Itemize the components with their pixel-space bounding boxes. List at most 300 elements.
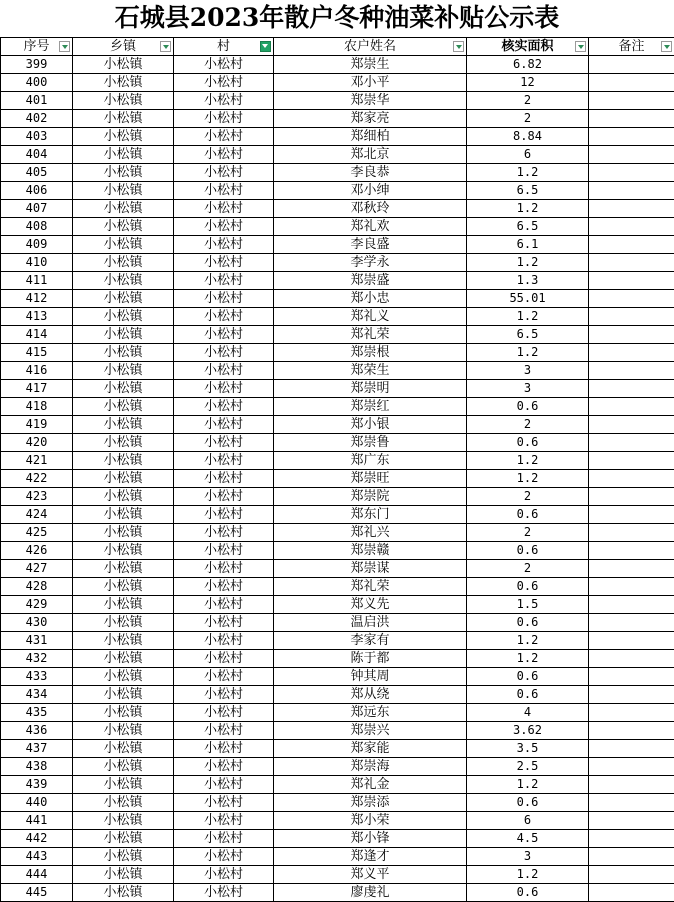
cell-area[interactable]: 1.2 xyxy=(467,200,589,218)
cell-note[interactable] xyxy=(589,668,674,686)
cell-note[interactable] xyxy=(589,776,674,794)
cell-village[interactable]: 小松村 xyxy=(174,758,274,776)
cell-town[interactable]: 小松镇 xyxy=(73,164,174,182)
cell-name[interactable]: 郑礼兴 xyxy=(274,524,467,542)
cell-town[interactable]: 小松镇 xyxy=(73,92,174,110)
cell-name[interactable]: 郑小忠 xyxy=(274,290,467,308)
cell-note[interactable] xyxy=(589,218,674,236)
cell-village[interactable]: 小松村 xyxy=(174,596,274,614)
cell-town[interactable]: 小松镇 xyxy=(73,596,174,614)
cell-area[interactable]: 6 xyxy=(467,146,589,164)
cell-town[interactable]: 小松镇 xyxy=(73,362,174,380)
cell-village[interactable]: 小松村 xyxy=(174,128,274,146)
cell-note[interactable] xyxy=(589,236,674,254)
cell-village[interactable]: 小松村 xyxy=(174,326,274,344)
cell-village[interactable]: 小松村 xyxy=(174,236,274,254)
cell-village[interactable]: 小松村 xyxy=(174,632,274,650)
cell-area[interactable]: 3 xyxy=(467,380,589,398)
filter-active-icon[interactable] xyxy=(260,41,271,52)
cell-area[interactable]: 3.5 xyxy=(467,740,589,758)
cell-name[interactable]: 郑崇红 xyxy=(274,398,467,416)
cell-seq[interactable]: 433 xyxy=(1,668,73,686)
cell-area[interactable]: 2 xyxy=(467,110,589,128)
cell-seq[interactable]: 427 xyxy=(1,560,73,578)
cell-name[interactable]: 邓小绅 xyxy=(274,182,467,200)
cell-name[interactable]: 郑小锋 xyxy=(274,830,467,848)
cell-village[interactable]: 小松村 xyxy=(174,542,274,560)
cell-name[interactable]: 郑崇华 xyxy=(274,92,467,110)
cell-seq[interactable]: 439 xyxy=(1,776,73,794)
cell-name[interactable]: 邓小平 xyxy=(274,74,467,92)
cell-seq[interactable]: 421 xyxy=(1,452,73,470)
cell-area[interactable]: 2 xyxy=(467,488,589,506)
cell-seq[interactable]: 426 xyxy=(1,542,73,560)
cell-name[interactable]: 廖虔礼 xyxy=(274,884,467,902)
cell-seq[interactable]: 411 xyxy=(1,272,73,290)
cell-area[interactable]: 6.82 xyxy=(467,56,589,74)
cell-town[interactable]: 小松镇 xyxy=(73,200,174,218)
cell-name[interactable]: 郑广东 xyxy=(274,452,467,470)
cell-town[interactable]: 小松镇 xyxy=(73,380,174,398)
cell-town[interactable]: 小松镇 xyxy=(73,488,174,506)
cell-town[interactable]: 小松镇 xyxy=(73,416,174,434)
cell-name[interactable]: 郑礼荣 xyxy=(274,578,467,596)
cell-note[interactable] xyxy=(589,542,674,560)
cell-note[interactable] xyxy=(589,110,674,128)
cell-note[interactable] xyxy=(589,866,674,884)
cell-name[interactable]: 郑礼金 xyxy=(274,776,467,794)
cell-name[interactable]: 郑家能 xyxy=(274,740,467,758)
cell-seq[interactable]: 431 xyxy=(1,632,73,650)
table-row xyxy=(1,686,674,704)
cell-seq[interactable]: 425 xyxy=(1,524,73,542)
cell-village[interactable]: 小松村 xyxy=(174,182,274,200)
cell-area[interactable]: 1.2 xyxy=(467,254,589,272)
filter-dropdown-icon[interactable] xyxy=(160,41,171,52)
cell-name[interactable]: 郑崇明 xyxy=(274,380,467,398)
cell-town[interactable]: 小松镇 xyxy=(73,290,174,308)
cell-note[interactable] xyxy=(589,740,674,758)
cell-town[interactable]: 小松镇 xyxy=(73,578,174,596)
cell-village[interactable]: 小松村 xyxy=(174,398,274,416)
cell-seq[interactable]: 415 xyxy=(1,344,73,362)
cell-name[interactable]: 郑义平 xyxy=(274,866,467,884)
cell-area[interactable]: 0.6 xyxy=(467,884,589,902)
cell-seq[interactable]: 441 xyxy=(1,812,73,830)
cell-area[interactable]: 6 xyxy=(467,812,589,830)
cell-town[interactable]: 小松镇 xyxy=(73,146,174,164)
table-row xyxy=(1,812,674,830)
cell-note[interactable] xyxy=(589,182,674,200)
table-row xyxy=(1,704,674,722)
cell-village[interactable]: 小松村 xyxy=(174,794,274,812)
cell-note[interactable] xyxy=(589,380,674,398)
cell-note[interactable] xyxy=(589,92,674,110)
cell-town[interactable]: 小松镇 xyxy=(73,848,174,866)
cell-note[interactable] xyxy=(589,200,674,218)
cell-name[interactable]: 李良恭 xyxy=(274,164,467,182)
cell-town[interactable]: 小松镇 xyxy=(73,758,174,776)
cell-note[interactable] xyxy=(589,56,674,74)
cell-seq[interactable]: 435 xyxy=(1,704,73,722)
cell-village[interactable]: 小松村 xyxy=(174,812,274,830)
cell-village[interactable]: 小松村 xyxy=(174,92,274,110)
cell-note[interactable] xyxy=(589,290,674,308)
cell-village[interactable]: 小松村 xyxy=(174,110,274,128)
cell-area[interactable]: 6.1 xyxy=(467,236,589,254)
cell-town[interactable]: 小松镇 xyxy=(73,272,174,290)
cell-town[interactable]: 小松镇 xyxy=(73,218,174,236)
cell-village[interactable]: 小松村 xyxy=(174,434,274,452)
cell-name[interactable]: 郑义先 xyxy=(274,596,467,614)
cell-town[interactable]: 小松镇 xyxy=(73,506,174,524)
cell-village[interactable]: 小松村 xyxy=(174,776,274,794)
cell-note[interactable] xyxy=(589,146,674,164)
cell-note[interactable] xyxy=(589,812,674,830)
cell-name[interactable]: 郑礼义 xyxy=(274,308,467,326)
cell-town[interactable]: 小松镇 xyxy=(73,632,174,650)
cell-village[interactable]: 小松村 xyxy=(174,74,274,92)
cell-name[interactable]: 郑家亮 xyxy=(274,110,467,128)
cell-note[interactable] xyxy=(589,758,674,776)
cell-town[interactable]: 小松镇 xyxy=(73,110,174,128)
cell-town[interactable]: 小松镇 xyxy=(73,74,174,92)
cell-town[interactable]: 小松镇 xyxy=(73,776,174,794)
cell-town[interactable]: 小松镇 xyxy=(73,542,174,560)
cell-note[interactable] xyxy=(589,164,674,182)
cell-area[interactable]: 0.6 xyxy=(467,794,589,812)
cell-seq[interactable]: 418 xyxy=(1,398,73,416)
cell-town[interactable]: 小松镇 xyxy=(73,884,174,902)
cell-name[interactable]: 钟其周 xyxy=(274,668,467,686)
header-village xyxy=(174,38,274,56)
subsidy-table xyxy=(0,37,674,902)
cell-village[interactable]: 小松村 xyxy=(174,290,274,308)
cell-note[interactable] xyxy=(589,308,674,326)
cell-area[interactable]: 1.2 xyxy=(467,452,589,470)
cell-note[interactable] xyxy=(589,578,674,596)
cell-note[interactable] xyxy=(589,632,674,650)
cell-note[interactable] xyxy=(589,560,674,578)
table-row xyxy=(1,578,674,596)
cell-area[interactable]: 0.6 xyxy=(467,398,589,416)
cell-name[interactable]: 邓秋玲 xyxy=(274,200,467,218)
cell-note[interactable] xyxy=(589,326,674,344)
cell-village[interactable]: 小松村 xyxy=(174,560,274,578)
cell-name[interactable]: 郑细柏 xyxy=(274,128,467,146)
cell-village[interactable]: 小松村 xyxy=(174,380,274,398)
cell-name[interactable]: 郑逢才 xyxy=(274,848,467,866)
cell-name[interactable]: 李良盛 xyxy=(274,236,467,254)
cell-area[interactable]: 6.5 xyxy=(467,218,589,236)
cell-village[interactable]: 小松村 xyxy=(174,524,274,542)
cell-name[interactable]: 郑崇海 xyxy=(274,758,467,776)
cell-seq[interactable]: 410 xyxy=(1,254,73,272)
cell-village[interactable]: 小松村 xyxy=(174,578,274,596)
cell-village[interactable]: 小松村 xyxy=(174,848,274,866)
cell-town[interactable]: 小松镇 xyxy=(73,668,174,686)
cell-seq[interactable]: 405 xyxy=(1,164,73,182)
filter-dropdown-icon[interactable] xyxy=(661,41,672,52)
cell-village[interactable]: 小松村 xyxy=(174,254,274,272)
cell-town[interactable]: 小松镇 xyxy=(73,434,174,452)
cell-area[interactable]: 1.2 xyxy=(467,866,589,884)
cell-name[interactable]: 郑礼荣 xyxy=(274,326,467,344)
cell-area[interactable]: 1.2 xyxy=(467,776,589,794)
cell-village[interactable]: 小松村 xyxy=(174,704,274,722)
cell-town[interactable]: 小松镇 xyxy=(73,830,174,848)
cell-note[interactable] xyxy=(589,452,674,470)
cell-area[interactable]: 0.6 xyxy=(467,614,589,632)
table-row xyxy=(1,542,674,560)
cell-name[interactable]: 郑小银 xyxy=(274,416,467,434)
cell-note[interactable] xyxy=(589,686,674,704)
cell-area[interactable]: 8.84 xyxy=(467,128,589,146)
cell-name[interactable]: 李学永 xyxy=(274,254,467,272)
cell-note[interactable] xyxy=(589,344,674,362)
cell-note[interactable] xyxy=(589,398,674,416)
cell-seq[interactable]: 442 xyxy=(1,830,73,848)
filter-dropdown-icon[interactable] xyxy=(453,41,464,52)
cell-town[interactable]: 小松镇 xyxy=(73,524,174,542)
cell-seq[interactable]: 424 xyxy=(1,506,73,524)
cell-area[interactable]: 1.2 xyxy=(467,650,589,668)
cell-area[interactable]: 1.2 xyxy=(467,164,589,182)
table-row xyxy=(1,740,674,758)
cell-area[interactable]: 0.6 xyxy=(467,668,589,686)
cell-note[interactable] xyxy=(589,362,674,380)
cell-note[interactable] xyxy=(589,614,674,632)
cell-village[interactable]: 小松村 xyxy=(174,452,274,470)
cell-name[interactable]: 郑北京 xyxy=(274,146,467,164)
cell-area[interactable]: 12 xyxy=(467,74,589,92)
cell-village[interactable]: 小松村 xyxy=(174,722,274,740)
cell-seq[interactable]: 430 xyxy=(1,614,73,632)
table-row xyxy=(1,110,674,128)
table-row xyxy=(1,470,674,488)
cell-name[interactable]: 郑崇生 xyxy=(274,56,467,74)
cell-name[interactable]: 陈于都 xyxy=(274,650,467,668)
cell-town[interactable]: 小松镇 xyxy=(73,56,174,74)
cell-name[interactable]: 郑礼欢 xyxy=(274,218,467,236)
cell-village[interactable]: 小松村 xyxy=(174,362,274,380)
cell-seq[interactable]: 416 xyxy=(1,362,73,380)
cell-village[interactable]: 小松村 xyxy=(174,506,274,524)
cell-seq[interactable]: 409 xyxy=(1,236,73,254)
cell-seq[interactable]: 432 xyxy=(1,650,73,668)
cell-note[interactable] xyxy=(589,722,674,740)
cell-name[interactable]: 郑崇鲁 xyxy=(274,434,467,452)
filter-dropdown-icon[interactable] xyxy=(59,41,70,52)
cell-note[interactable] xyxy=(589,848,674,866)
cell-town[interactable]: 小松镇 xyxy=(73,182,174,200)
cell-seq[interactable]: 440 xyxy=(1,794,73,812)
cell-area[interactable]: 2.5 xyxy=(467,758,589,776)
cell-seq[interactable]: 413 xyxy=(1,308,73,326)
cell-town[interactable]: 小松镇 xyxy=(73,470,174,488)
table-row xyxy=(1,776,674,794)
cell-area[interactable]: 6.5 xyxy=(467,182,589,200)
cell-village[interactable]: 小松村 xyxy=(174,740,274,758)
cell-seq[interactable]: 417 xyxy=(1,380,73,398)
cell-note[interactable] xyxy=(589,704,674,722)
cell-name[interactable]: 郑远东 xyxy=(274,704,467,722)
cell-area[interactable]: 0.6 xyxy=(467,542,589,560)
cell-area[interactable]: 2 xyxy=(467,416,589,434)
cell-area[interactable]: 3 xyxy=(467,848,589,866)
header-seq xyxy=(1,38,73,56)
cell-area[interactable]: 1.3 xyxy=(467,272,589,290)
cell-area[interactable]: 2 xyxy=(467,524,589,542)
cell-area[interactable]: 1.2 xyxy=(467,308,589,326)
cell-seq[interactable]: 419 xyxy=(1,416,73,434)
cell-area[interactable]: 1.2 xyxy=(467,344,589,362)
cell-town[interactable]: 小松镇 xyxy=(73,398,174,416)
cell-name[interactable]: 郑从绕 xyxy=(274,686,467,704)
cell-village[interactable]: 小松村 xyxy=(174,830,274,848)
cell-area[interactable]: 0.6 xyxy=(467,506,589,524)
cell-seq[interactable]: 437 xyxy=(1,740,73,758)
cell-note[interactable] xyxy=(589,128,674,146)
cell-seq[interactable]: 399 xyxy=(1,56,73,74)
cell-seq[interactable]: 422 xyxy=(1,470,73,488)
cell-seq[interactable]: 434 xyxy=(1,686,73,704)
cell-village[interactable]: 小松村 xyxy=(174,866,274,884)
cell-name[interactable]: 郑东门 xyxy=(274,506,467,524)
cell-town[interactable]: 小松镇 xyxy=(73,740,174,758)
cell-village[interactable]: 小松村 xyxy=(174,488,274,506)
cell-village[interactable]: 小松村 xyxy=(174,668,274,686)
cell-name[interactable]: 郑崇赣 xyxy=(274,542,467,560)
cell-note[interactable] xyxy=(589,434,674,452)
cell-area[interactable]: 0.6 xyxy=(467,686,589,704)
cell-area[interactable]: 2 xyxy=(467,560,589,578)
cell-name[interactable]: 郑崇旺 xyxy=(274,470,467,488)
cell-village[interactable]: 小松村 xyxy=(174,614,274,632)
cell-village[interactable]: 小松村 xyxy=(174,272,274,290)
cell-area[interactable]: 0.6 xyxy=(467,434,589,452)
cell-town[interactable]: 小松镇 xyxy=(73,344,174,362)
cell-area[interactable]: 3.62 xyxy=(467,722,589,740)
cell-name[interactable]: 郑崇盛 xyxy=(274,272,467,290)
cell-area[interactable]: 0.6 xyxy=(467,578,589,596)
cell-seq[interactable]: 403 xyxy=(1,128,73,146)
cell-town[interactable]: 小松镇 xyxy=(73,236,174,254)
cell-village[interactable]: 小松村 xyxy=(174,416,274,434)
cell-name[interactable]: 郑崇根 xyxy=(274,344,467,362)
cell-seq[interactable]: 407 xyxy=(1,200,73,218)
cell-area[interactable]: 2 xyxy=(467,92,589,110)
cell-seq[interactable]: 406 xyxy=(1,182,73,200)
cell-note[interactable] xyxy=(589,470,674,488)
cell-seq[interactable]: 429 xyxy=(1,596,73,614)
cell-seq[interactable]: 445 xyxy=(1,884,73,902)
cell-seq[interactable]: 401 xyxy=(1,92,73,110)
cell-note[interactable] xyxy=(589,488,674,506)
cell-area[interactable]: 4.5 xyxy=(467,830,589,848)
cell-note[interactable] xyxy=(589,650,674,668)
cell-area[interactable]: 1.2 xyxy=(467,632,589,650)
cell-village[interactable]: 小松村 xyxy=(174,884,274,902)
cell-town[interactable]: 小松镇 xyxy=(73,254,174,272)
cell-seq[interactable]: 400 xyxy=(1,74,73,92)
cell-note[interactable] xyxy=(589,272,674,290)
cell-village[interactable]: 小松村 xyxy=(174,200,274,218)
cell-village[interactable]: 小松村 xyxy=(174,686,274,704)
cell-note[interactable] xyxy=(589,254,674,272)
cell-area[interactable]: 4 xyxy=(467,704,589,722)
cell-town[interactable]: 小松镇 xyxy=(73,686,174,704)
cell-town[interactable]: 小松镇 xyxy=(73,308,174,326)
cell-note[interactable] xyxy=(589,596,674,614)
cell-area[interactable]: 1.5 xyxy=(467,596,589,614)
cell-seq[interactable]: 443 xyxy=(1,848,73,866)
cell-area[interactable]: 3 xyxy=(467,362,589,380)
cell-seq[interactable]: 438 xyxy=(1,758,73,776)
cell-name[interactable]: 郑崇院 xyxy=(274,488,467,506)
cell-seq[interactable]: 428 xyxy=(1,578,73,596)
cell-name[interactable]: 李家有 xyxy=(274,632,467,650)
cell-seq[interactable]: 420 xyxy=(1,434,73,452)
cell-seq[interactable]: 423 xyxy=(1,488,73,506)
cell-seq[interactable]: 408 xyxy=(1,218,73,236)
cell-note[interactable] xyxy=(589,506,674,524)
cell-seq[interactable]: 436 xyxy=(1,722,73,740)
filter-dropdown-icon[interactable] xyxy=(575,41,586,52)
cell-seq[interactable]: 414 xyxy=(1,326,73,344)
cell-town[interactable]: 小松镇 xyxy=(73,704,174,722)
cell-area[interactable]: 55.01 xyxy=(467,290,589,308)
cell-town[interactable]: 小松镇 xyxy=(73,326,174,344)
cell-town[interactable]: 小松镇 xyxy=(73,650,174,668)
cell-note[interactable] xyxy=(589,524,674,542)
cell-note[interactable] xyxy=(589,74,674,92)
cell-town[interactable]: 小松镇 xyxy=(73,794,174,812)
cell-village[interactable]: 小松村 xyxy=(174,308,274,326)
cell-town[interactable]: 小松镇 xyxy=(73,812,174,830)
cell-village[interactable]: 小松村 xyxy=(174,470,274,488)
cell-note[interactable] xyxy=(589,416,674,434)
cell-seq[interactable]: 402 xyxy=(1,110,73,128)
cell-name[interactable]: 郑崇兴 xyxy=(274,722,467,740)
cell-town[interactable]: 小松镇 xyxy=(73,614,174,632)
cell-name[interactable]: 温启洪 xyxy=(274,614,467,632)
cell-note[interactable] xyxy=(589,794,674,812)
cell-village[interactable]: 小松村 xyxy=(174,146,274,164)
cell-village[interactable]: 小松村 xyxy=(174,344,274,362)
cell-seq[interactable]: 404 xyxy=(1,146,73,164)
cell-note[interactable] xyxy=(589,830,674,848)
cell-seq[interactable]: 412 xyxy=(1,290,73,308)
cell-town[interactable]: 小松镇 xyxy=(73,452,174,470)
cell-village[interactable]: 小松村 xyxy=(174,164,274,182)
cell-town[interactable]: 小松镇 xyxy=(73,128,174,146)
cell-village[interactable]: 小松村 xyxy=(174,218,274,236)
cell-town[interactable]: 小松镇 xyxy=(73,722,174,740)
cell-name[interactable]: 郑崇谋 xyxy=(274,560,467,578)
cell-village[interactable]: 小松村 xyxy=(174,56,274,74)
cell-seq[interactable]: 444 xyxy=(1,866,73,884)
cell-name[interactable]: 郑小荣 xyxy=(274,812,467,830)
cell-note[interactable] xyxy=(589,884,674,902)
cell-town[interactable]: 小松镇 xyxy=(73,866,174,884)
cell-name[interactable]: 郑崇添 xyxy=(274,794,467,812)
cell-name[interactable]: 郑荣生 xyxy=(274,362,467,380)
cell-village[interactable]: 小松村 xyxy=(174,650,274,668)
cell-town[interactable]: 小松镇 xyxy=(73,560,174,578)
cell-area[interactable]: 1.2 xyxy=(467,470,589,488)
cell-area[interactable]: 6.5 xyxy=(467,326,589,344)
